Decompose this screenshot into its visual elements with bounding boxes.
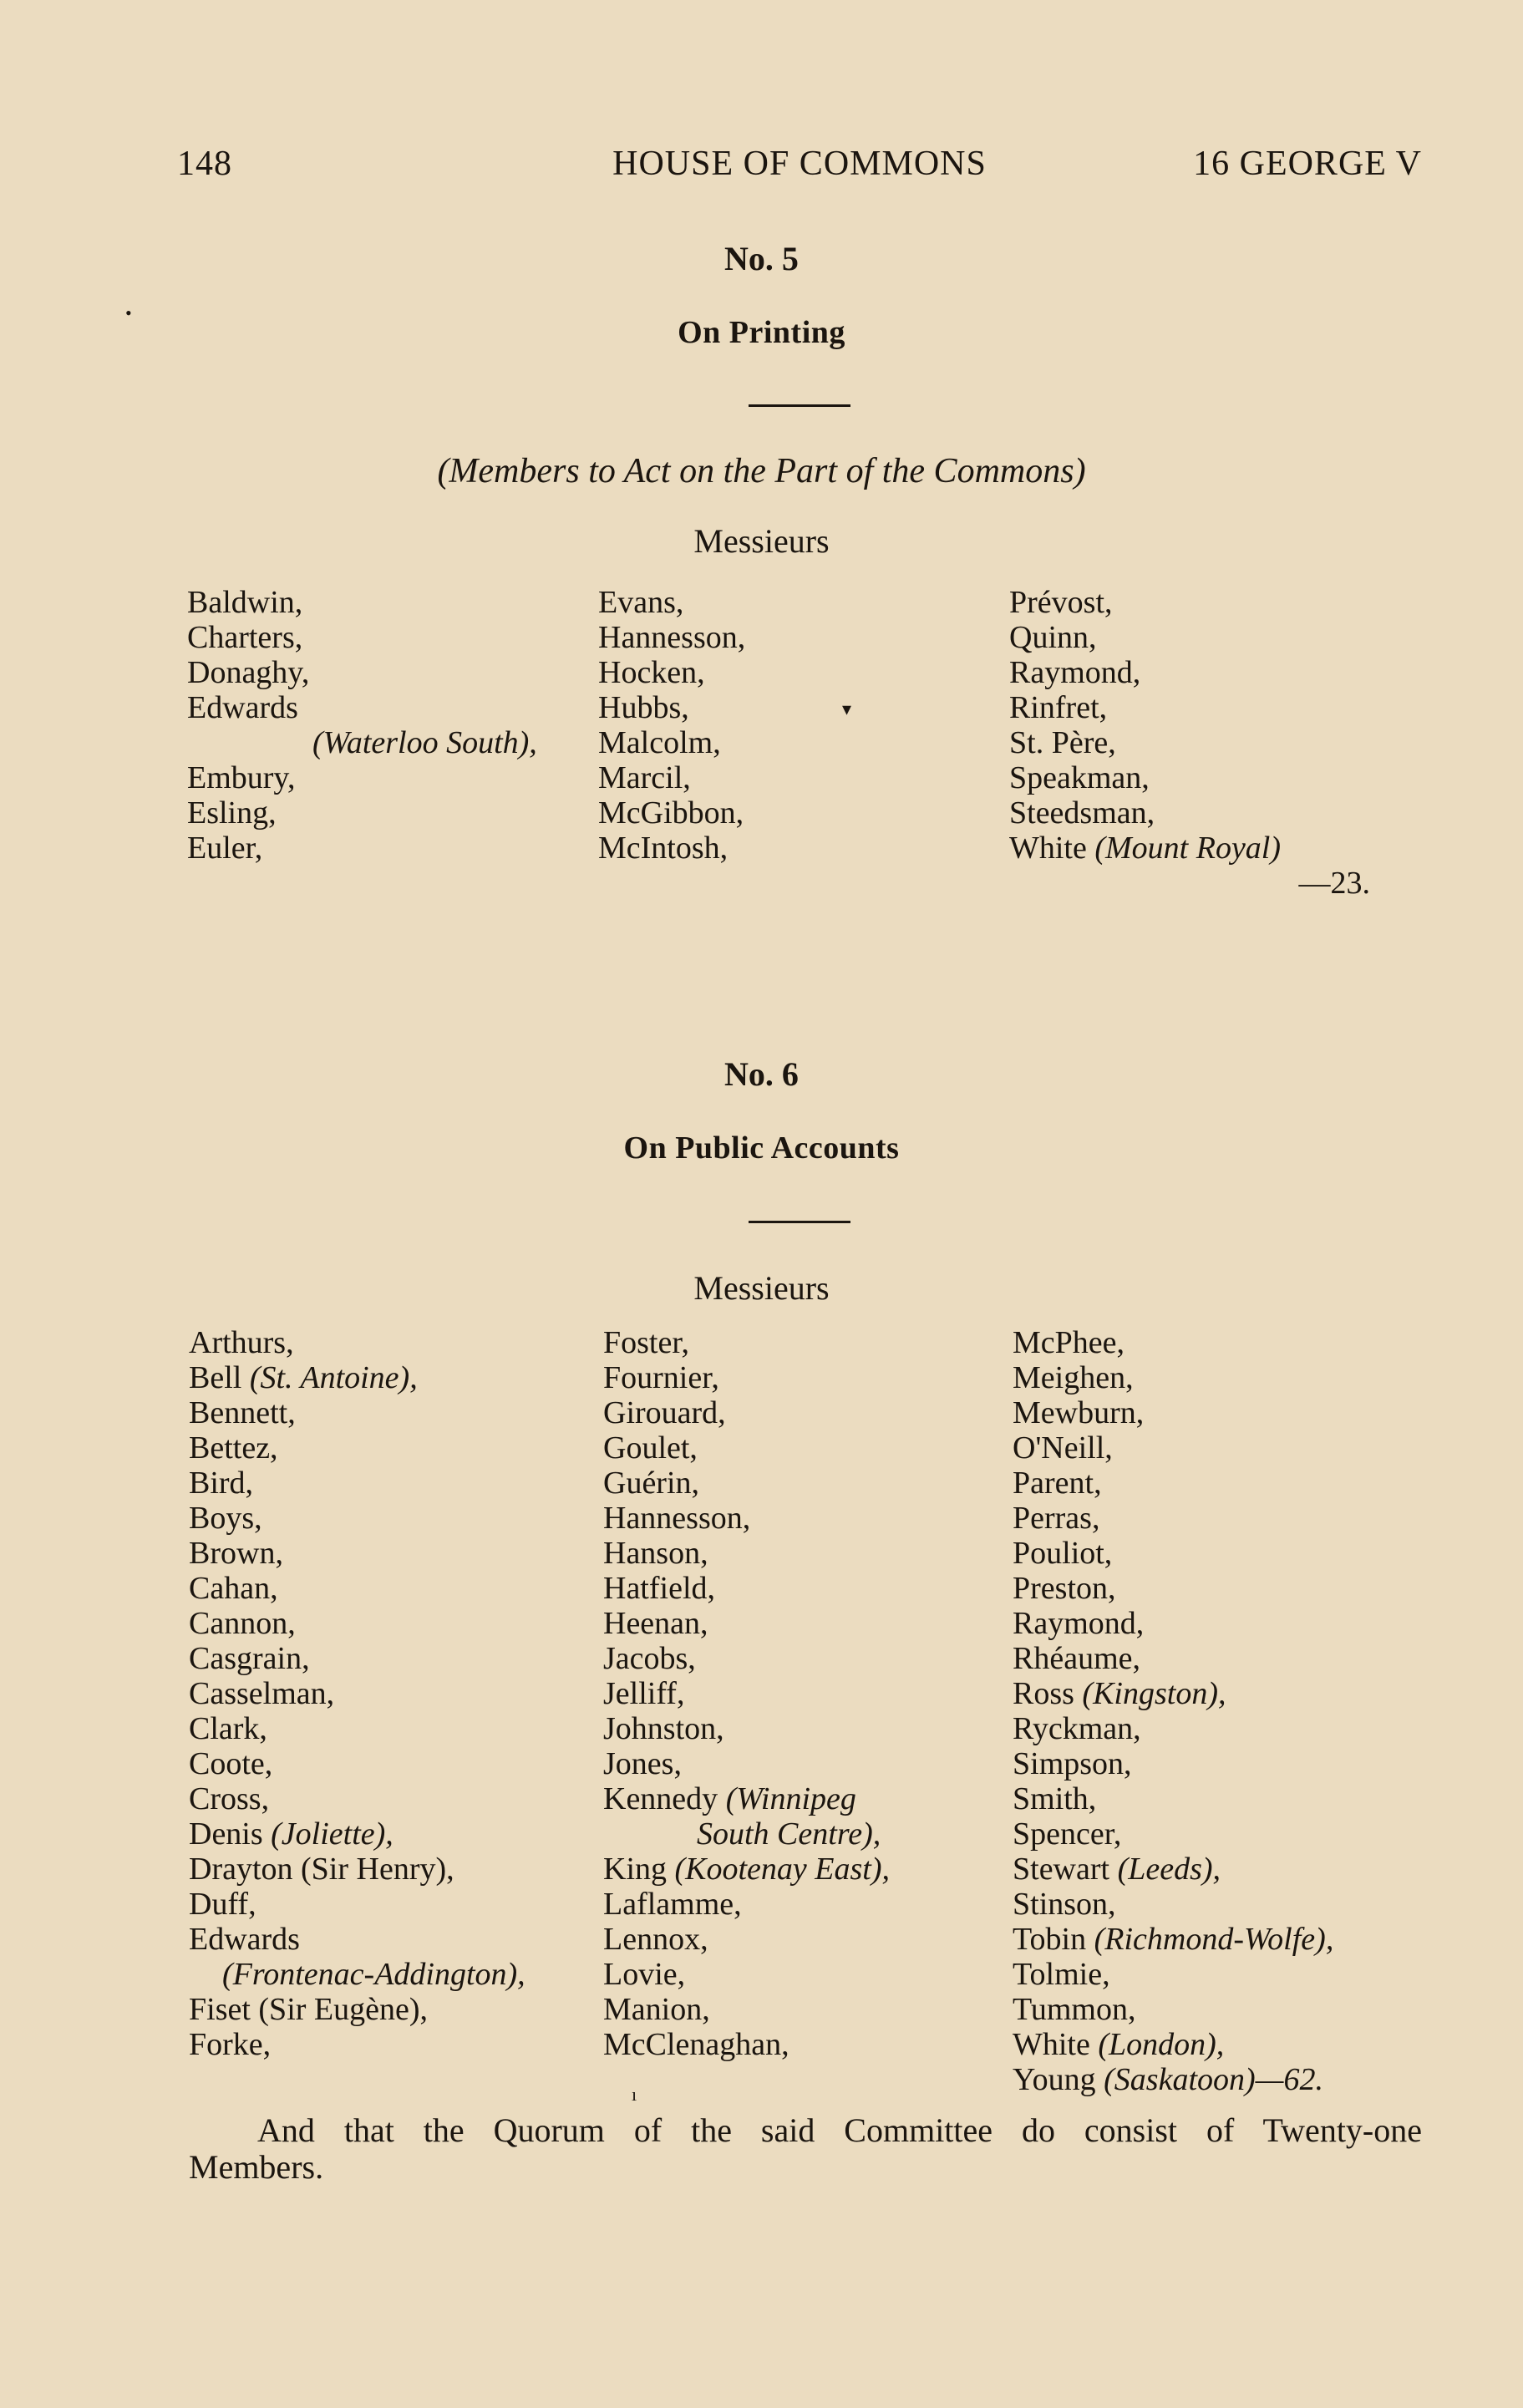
committee5-name: On Printing [678, 315, 845, 350]
member-entry [189, 2027, 525, 2062]
member-name: St. Père, [1009, 725, 1116, 760]
member-riding: (Kootenay East), [674, 1852, 891, 1887]
member-name: Jelliff, [603, 1676, 685, 1711]
member-entry [1013, 1887, 1333, 1922]
page-number: 148 [177, 145, 232, 183]
committee6-messieurs: Messieurs [693, 1269, 830, 1307]
quorum-line-1: And that the Quorum of the said Committee do consist of Twenty-one [257, 2111, 1422, 2149]
member-name: Tobin [1013, 1922, 1087, 1957]
member-name: Hannesson, [603, 1501, 751, 1536]
member-name: Preston, [1013, 1571, 1116, 1606]
member-name: Jones, [603, 1746, 682, 1781]
member-entry [1013, 1466, 1333, 1501]
member-name: Tolmie, [1013, 1957, 1110, 1992]
member-name: Euler, [187, 831, 263, 866]
member-entry [1013, 1536, 1333, 1571]
member-entry [1013, 1957, 1333, 1992]
member-name: Hubbs, [598, 690, 689, 725]
member-name: Raymond, [1013, 1606, 1145, 1641]
member-name: McPhee, [1013, 1325, 1125, 1360]
section-rule [749, 1221, 850, 1223]
member-name: White [1013, 2027, 1090, 2062]
member-name: Fournier, [603, 1360, 719, 1395]
member-entry [603, 1922, 890, 1957]
member-entry [1009, 585, 1370, 620]
member-entry [189, 1816, 525, 1852]
member-name: Hannesson, [598, 620, 746, 655]
member-entry [189, 1992, 525, 2027]
member-name: Donaghy, [187, 655, 310, 690]
member-riding: (St. Antoine), [249, 1360, 418, 1395]
member-riding: (Leeds), [1117, 1852, 1221, 1887]
member-name: Evans, [598, 585, 684, 620]
member-name: Meighen, [1013, 1360, 1134, 1395]
member-entry [1013, 1816, 1333, 1852]
ink-speck: ▾ [842, 699, 852, 719]
member-name: Laflamme, [603, 1887, 742, 1922]
member-entry [189, 1852, 525, 1887]
member-name: Stewart [1013, 1852, 1110, 1887]
running-header [177, 144, 1422, 191]
member-name: Jacobs, [603, 1641, 696, 1676]
member-entry [603, 1360, 890, 1395]
member-name: Hocken, [598, 655, 705, 690]
member-name: Smith, [1013, 1781, 1097, 1816]
member-name: Bettez, [189, 1430, 278, 1466]
member-name: Hanson, [603, 1536, 708, 1571]
member-entry [189, 1957, 525, 1992]
member-entry [189, 1430, 525, 1466]
member-riding: (Richmond-Wolfe), [1094, 1922, 1334, 1957]
member-entry [603, 1887, 890, 1922]
member-name: Drayton (Sir Henry), [189, 1852, 454, 1887]
member-entry [603, 1992, 890, 2027]
member-entry [603, 1430, 890, 1466]
member-name: Denis [189, 1816, 263, 1852]
member-name: Forke, [189, 2027, 272, 2062]
committee5-column-1 [187, 585, 537, 866]
member-name: Prévost, [1009, 585, 1113, 620]
member-riding: (Frontenac-Addington), [222, 1957, 525, 1992]
member-entry [1013, 1501, 1333, 1536]
member-riding: South Centre), [697, 1816, 881, 1852]
member-name: McIntosh, [598, 831, 729, 866]
member-riding: (Joliette), [271, 1816, 393, 1852]
committee6-name: On Public Accounts [623, 1130, 900, 1166]
member-entry [1013, 1395, 1333, 1430]
member-entry [603, 1816, 890, 1852]
member-entry [189, 1641, 525, 1676]
member-name: White [1009, 831, 1087, 866]
committee5-column-3 [1009, 585, 1370, 901]
member-entry [603, 1606, 890, 1641]
member-entry [189, 1571, 525, 1606]
member-entry [1013, 1922, 1333, 1957]
member-entry [189, 1887, 525, 1922]
section-rule [749, 404, 850, 407]
member-entry [189, 1711, 525, 1746]
member-entry [189, 1922, 525, 1957]
member-name: Young [1013, 2062, 1096, 2097]
header-title: HOUSE OF COMMONS [612, 145, 987, 183]
member-entry [189, 1781, 525, 1816]
member-entry [189, 1325, 525, 1360]
member-name: Duff, [189, 1887, 256, 1922]
member-name: Cannon, [189, 1606, 296, 1641]
member-name: Stinson, [1013, 1887, 1116, 1922]
member-name: Ryckman, [1013, 1711, 1141, 1746]
member-entry [603, 1711, 890, 1746]
member-name: Perras, [1013, 1501, 1100, 1536]
member-entry [603, 1536, 890, 1571]
member-entry [1009, 725, 1370, 760]
member-name: Foster, [603, 1325, 689, 1360]
member-name: Girouard, [603, 1395, 726, 1430]
member-entry [1013, 1781, 1333, 1816]
member-name: McClenaghan, [603, 2027, 789, 2062]
ink-speck: • [125, 302, 132, 323]
member-name: Boys, [189, 1501, 262, 1536]
member-name: Steedsman, [1009, 795, 1155, 831]
member-name: Arthurs, [189, 1325, 294, 1360]
member-name: Rinfret, [1009, 690, 1108, 725]
member-entry [1009, 620, 1370, 655]
member-name: Charters, [187, 620, 303, 655]
member-entry [1013, 2062, 1333, 2097]
member-name: Parent, [1013, 1466, 1102, 1501]
member-entry [1009, 760, 1370, 795]
member-entry [603, 1571, 890, 1606]
regnal-year: 16 GEORGE V [1193, 145, 1422, 183]
member-name: Hatfield, [603, 1571, 716, 1606]
member-name: Lovie, [603, 1957, 686, 1992]
member-entry [1013, 1571, 1333, 1606]
member-entry [189, 1466, 525, 1501]
member-riding: (Mount Royal) [1094, 831, 1282, 866]
member-entry [1013, 1430, 1333, 1466]
member-name: Baldwin, [187, 585, 303, 620]
member-entry [1009, 831, 1370, 866]
member-name: Raymond, [1009, 655, 1141, 690]
member-riding: (London), [1098, 2027, 1225, 2062]
committee5-number: No. 5 [724, 240, 799, 277]
member-name: Pouliot, [1013, 1536, 1113, 1571]
member-entry [603, 1501, 890, 1536]
member-name: Bell [189, 1360, 242, 1395]
member-name: Cahan, [189, 1571, 278, 1606]
quorum-paragraph [189, 2112, 1422, 2186]
member-entry [1013, 1852, 1333, 1887]
member-name: Mewburn, [1013, 1395, 1145, 1430]
member-entry [1013, 1676, 1333, 1711]
committee6-number: No. 6 [724, 1055, 799, 1093]
ink-speck: ı [632, 2084, 637, 2105]
member-entry [1013, 1325, 1333, 1360]
member-name: Kennedy [603, 1781, 718, 1816]
member-entry [189, 1536, 525, 1571]
committee6-column-2 [603, 1325, 890, 2062]
member-riding: (Kingston), [1082, 1676, 1226, 1711]
committee5-messieurs: Messieurs [693, 522, 830, 560]
member-entry [189, 1746, 525, 1781]
member-name: Edwards [189, 1922, 300, 1957]
member-riding: (Saskatoon)—62. [1104, 2062, 1323, 2097]
member-name: Guérin, [603, 1466, 700, 1501]
member-name: Casselman, [189, 1676, 335, 1711]
member-entry [603, 1746, 890, 1781]
member-name: Coote, [189, 1746, 273, 1781]
member-entry [189, 1395, 525, 1430]
quorum-line-2: Members. [189, 2148, 324, 2186]
member-entry [603, 1852, 890, 1887]
committee5-note: (Members to Act on the Part of the Commons) [437, 452, 1086, 490]
member-name: Rhéaume, [1013, 1641, 1141, 1676]
member-name: Simpson, [1013, 1746, 1132, 1781]
member-name: Quinn, [1009, 620, 1097, 655]
member-name: Tummon, [1013, 1992, 1136, 2027]
member-entry [603, 1641, 890, 1676]
member-name: Fiset (Sir Eugène), [189, 1992, 429, 2027]
member-name: Spencer, [1013, 1816, 1122, 1852]
committee6-column-1 [189, 1325, 525, 2062]
member-name: Cross, [189, 1781, 270, 1816]
member-name: Johnston, [603, 1711, 724, 1746]
member-entry [603, 2027, 890, 2062]
member-name: Bird, [189, 1466, 254, 1501]
member-riding: (Winnipeg [725, 1781, 856, 1816]
member-name: Casgrain, [189, 1641, 310, 1676]
member-name: O'Neill, [1013, 1430, 1113, 1466]
member-name: Clark, [189, 1711, 267, 1746]
member-name: Embury, [187, 760, 296, 795]
member-entry [1013, 1746, 1333, 1781]
committee5-column-2 [598, 585, 745, 866]
member-entry [603, 1466, 890, 1501]
member-entry [603, 1395, 890, 1430]
member-entry [189, 1360, 525, 1395]
member-entry [1013, 1992, 1333, 2027]
member-name: Malcolm, [598, 725, 721, 760]
member-riding: (Waterloo South), [312, 725, 537, 760]
member-entry [603, 1676, 890, 1711]
member-entry [1013, 1641, 1333, 1676]
member-entry [189, 1501, 525, 1536]
member-entry [1009, 795, 1370, 831]
member-name: Esling, [187, 795, 277, 831]
member-entry [603, 1325, 890, 1360]
member-name: Edwards [187, 690, 298, 725]
member-entry [1013, 2027, 1333, 2062]
member-name: Bennett, [189, 1395, 296, 1430]
member-entry [189, 1676, 525, 1711]
member-name: Marcil, [598, 760, 691, 795]
member-entry [1009, 690, 1370, 725]
member-name: Speakman, [1009, 760, 1150, 795]
committee5-total: —23. [1298, 866, 1370, 901]
member-name: King [603, 1852, 667, 1887]
member-name: Lennox, [603, 1922, 708, 1957]
member-name: Brown, [189, 1536, 283, 1571]
member-entry [1013, 1606, 1333, 1641]
member-name: Manion, [603, 1992, 710, 2027]
member-entry [1013, 1360, 1333, 1395]
member-entry [1009, 655, 1370, 690]
member-entry [603, 1781, 890, 1816]
member-name: Ross [1013, 1676, 1074, 1711]
member-entry [189, 1606, 525, 1641]
committee6-column-3 [1013, 1325, 1333, 2097]
member-name: Goulet, [603, 1430, 698, 1466]
member-name: Heenan, [603, 1606, 708, 1641]
member-name: McGibbon, [598, 795, 744, 831]
member-entry [1013, 1711, 1333, 1746]
member-entry [603, 1957, 890, 1992]
